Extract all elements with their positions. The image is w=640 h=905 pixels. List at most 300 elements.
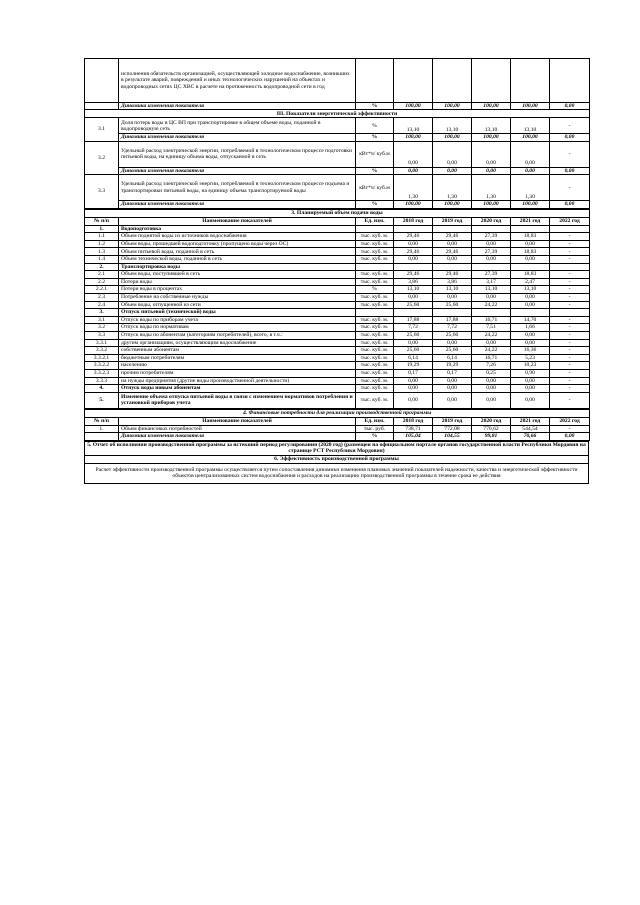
dynamics-label-cell: Динамика изменения показателя [119, 103, 356, 110]
row-number-cell: 3.1 [85, 316, 119, 324]
table-row [85, 286, 590, 294]
table-row [85, 433, 590, 441]
table-row [85, 256, 590, 264]
value-cell: - [550, 324, 590, 332]
table-row [85, 339, 590, 347]
value-cell: 16,71 [472, 354, 511, 362]
value-cell: 19,29 [394, 362, 433, 370]
table-row [85, 316, 590, 324]
value-cell: 100,00 [394, 201, 433, 208]
value-cell: - [550, 175, 590, 201]
row-number-cell: 2.4 [85, 301, 119, 309]
row-number-cell: 1.4 [85, 256, 119, 264]
unit-cell: тыс. руб. [356, 425, 394, 433]
empty-cell [394, 225, 433, 233]
table-row [85, 362, 590, 370]
value-cell: 0,00 [511, 392, 550, 408]
document-page [84, 58, 589, 484]
indicator-name-cell: Динамика изменения показателя [119, 433, 356, 441]
value-cell: 13,10 [472, 286, 511, 294]
value-cell: 0,00 [433, 392, 472, 408]
value-cell: 0,00 [550, 433, 590, 441]
indicator-name-cell: Отпуск воды по нормативам [119, 324, 356, 332]
value-cell: 13,10 [511, 118, 550, 134]
row-number-cell: 3.3.2.2 [85, 362, 119, 370]
indicator-name-cell: Потери воды [119, 278, 356, 286]
value-cell: 27,39 [472, 248, 511, 256]
value-cell: 17,88 [433, 316, 472, 324]
value-cell: 1,30 [472, 175, 511, 201]
section5-text: 5. Отчет об исполнении производственной программы за истекший период регулирования (2020 год) (размещен на официальном портале органов государственной власти Республики Мордовия на странице РСТ Республики Мордовия) [85, 441, 589, 455]
row-number-cell [85, 103, 119, 110]
table-row [85, 409, 590, 417]
indicator-name-cell: на нужды предприятия (другие виды производственной деятельности) [119, 377, 356, 385]
value-cell: 100,00 [394, 134, 433, 141]
row-number-cell: 3.1 [85, 118, 119, 141]
value-cell: - [550, 233, 590, 241]
column-header: 2022 год [550, 417, 590, 425]
row-number-cell: 3.3 [85, 331, 119, 339]
value-cell: 105,04 [394, 433, 433, 441]
value-cell: - [550, 248, 590, 256]
value-cell: 0,00 [433, 293, 472, 301]
indicators-table [84, 58, 590, 209]
unit-cell: % [356, 103, 394, 110]
value-cell: 0,00 [511, 256, 550, 264]
value-cell: - [550, 240, 590, 248]
value-cell: 99,81 [472, 433, 511, 441]
row-number-cell: 3.2 [85, 141, 119, 174]
value-cell: 27,39 [472, 271, 511, 279]
value-cell: 1,30 [394, 175, 433, 201]
section-title: III. Показатели энергетической эффективности [85, 110, 590, 118]
group-name-cell: Транспортировка воды [119, 263, 356, 271]
value-cell: 13,10 [433, 118, 472, 134]
table-row [85, 278, 590, 286]
value-cell: - [550, 286, 590, 294]
value-cell: - [550, 354, 590, 362]
value-cell: 24,22 [472, 331, 511, 339]
row-number-cell: 3.3.3 [85, 377, 119, 385]
unit-cell: тыс. куб. м. [356, 369, 394, 377]
table-row [85, 293, 590, 301]
unit-cell: % [356, 201, 394, 208]
indicator-name-cell: Изменение объема отпуска питьевой воды в связи с изменением нормативов потребления и установкой приборов учета [119, 392, 356, 408]
value-cell: 7,26 [472, 362, 511, 370]
table-row [85, 175, 590, 201]
value-cell: 29,46 [433, 233, 472, 241]
value-cell: 0,00 [394, 377, 433, 385]
empty-cell [511, 309, 550, 317]
unit-cell: тыс. куб. м. [356, 392, 394, 408]
value-cell: 25,60 [433, 331, 472, 339]
value-cell: 0,00 [433, 167, 472, 174]
unit-cell: % [356, 118, 394, 134]
value-cell: 104,55 [433, 433, 472, 441]
empty-cell [472, 309, 511, 317]
value-cell: - [550, 392, 590, 408]
value-cell [550, 59, 590, 103]
value-cell: 100,00 [433, 134, 472, 141]
value-cell: 0,00 [394, 392, 433, 408]
empty-cell [433, 225, 472, 233]
unit-cell: тыс. куб. м. [356, 301, 394, 309]
row-number-cell: 2. [85, 263, 119, 271]
value-cell: 0,00 [472, 385, 511, 393]
value-cell: 100,00 [433, 201, 472, 208]
value-cell: 100,00 [472, 134, 511, 141]
value-cell: 0,00 [511, 385, 550, 393]
table-row [85, 233, 590, 241]
row-number-cell: 3.3.1 [85, 339, 119, 347]
value-cell: - [550, 331, 590, 339]
empty-cell [394, 263, 433, 271]
value-cell: - [550, 369, 590, 377]
value-cell: 0,00 [472, 256, 511, 264]
value-cell: 0,25 [472, 369, 511, 377]
unit-cell: кВт*ч/ куб.м [356, 175, 394, 201]
value-cell: 100,00 [472, 103, 511, 110]
row-number-cell: 2.2 [85, 278, 119, 286]
value-cell: 16,71 [472, 316, 511, 324]
value-cell: 7,51 [472, 324, 511, 332]
unit-cell: тыс. куб. м. [356, 293, 394, 301]
value-cell: 100,00 [511, 201, 550, 208]
row-number-cell: 2.2.1 [85, 286, 119, 294]
row-number-cell: 5. [85, 392, 119, 408]
empty-cell [550, 225, 590, 233]
unit-cell: % [356, 167, 394, 174]
row-number-cell: 3.2 [85, 324, 119, 332]
value-cell: 0,00 [511, 293, 550, 301]
group-name-cell: Отпуск питьевой (технической) воды [119, 309, 356, 317]
value-cell: 0,00 [394, 167, 433, 174]
table-row [85, 110, 590, 118]
empty-cell [394, 309, 433, 317]
value-cell: - [550, 347, 590, 355]
value-cell: 70,66 [511, 433, 550, 441]
value-cell: 0,00 [511, 141, 550, 167]
indicator-name-cell: прочим потребителям [119, 369, 356, 377]
table-row [85, 309, 590, 317]
dynamics-label-cell: Динамика изменения показателя [119, 134, 356, 141]
report-efficiency-table [84, 441, 589, 484]
value-cell: 0,00 [511, 377, 550, 385]
unit-cell: кВт*ч/ куб.м [356, 141, 394, 167]
value-cell: - [550, 377, 590, 385]
value-cell: 7,72 [394, 324, 433, 332]
unit-cell: тыс. куб. м. [356, 233, 394, 241]
value-cell: 0,00 [511, 331, 550, 339]
value-cell: - [550, 293, 590, 301]
financial-needs-table [84, 409, 590, 441]
column-header: № п/п [85, 217, 119, 225]
unit-cell: тыс. куб. м. [356, 271, 394, 279]
value-cell: 13,10 [511, 286, 550, 294]
value-cell [433, 59, 472, 103]
column-header: 2018 год [394, 417, 433, 425]
row-number-cell: 2.1 [85, 271, 119, 279]
unit-cell: тыс. куб. м. [356, 385, 394, 393]
table-row [85, 167, 590, 174]
value-cell: 18,83 [511, 248, 550, 256]
unit-cell: тыс. куб. м. [356, 316, 394, 324]
value-cell: 3,17 [472, 278, 511, 286]
empty-cell [511, 225, 550, 233]
value-cell [356, 59, 394, 103]
unit-cell: тыс. куб. м. [356, 240, 394, 248]
value-cell: 100,00 [394, 103, 433, 110]
table-row [85, 217, 590, 225]
indicator-name-cell: Потребление на собственные нужды [119, 293, 356, 301]
column-header: Ед. изм. [356, 217, 394, 225]
value-cell: 0,00 [472, 377, 511, 385]
empty-cell [433, 309, 472, 317]
section-title: 3. Планируемый объем подачи воды [85, 209, 590, 217]
value-cell: 0,00 [511, 240, 550, 248]
indicator-name-cell: населению [119, 362, 356, 370]
unit-cell: тыс. куб. м. [356, 256, 394, 264]
value-cell: 27,39 [472, 233, 511, 241]
value-cell: 0,00 [472, 167, 511, 174]
value-cell: - [550, 278, 590, 286]
unit-cell: % [356, 286, 394, 294]
value-cell: 18,83 [511, 233, 550, 241]
value-cell: 0,00 [394, 256, 433, 264]
value-cell: 0,00 [472, 293, 511, 301]
value-cell: - [550, 256, 590, 264]
table-row [85, 209, 590, 217]
table-row [85, 354, 590, 362]
column-header: 2021 год [511, 417, 550, 425]
unit-cell: тыс. куб. м. [356, 354, 394, 362]
value-cell: 0,00 [472, 392, 511, 408]
group-name-cell: Водоподготовка [119, 225, 356, 233]
table-row [85, 271, 590, 279]
value-cell: 544,54 [511, 425, 550, 433]
value-cell: - [550, 385, 590, 393]
indicator-name-cell: Объем технической воды, поданной в сеть [119, 256, 356, 264]
value-cell: 29,46 [394, 233, 433, 241]
column-header: 2018 год [394, 217, 433, 225]
value-cell: 100,00 [511, 134, 550, 141]
value-cell: 13,10 [433, 286, 472, 294]
value-cell: 13,10 [394, 286, 433, 294]
value-cell: 25,60 [394, 347, 433, 355]
value-cell: - [550, 118, 590, 134]
empty-cell [472, 225, 511, 233]
value-cell: 100,00 [511, 103, 550, 110]
value-cell: 25,60 [394, 331, 433, 339]
table-row [85, 201, 590, 208]
unit-cell: тыс. куб. м. [356, 362, 394, 370]
indicator-name-cell: Объем воды, поступившей в сеть [119, 271, 356, 279]
value-cell: 1,66 [511, 324, 550, 332]
value-cell: 29,46 [394, 271, 433, 279]
table-row [85, 377, 590, 385]
water-supply-table [84, 209, 590, 409]
unit-cell: тыс. куб. м. [356, 324, 394, 332]
row-number-cell: 3.3.2.1 [85, 354, 119, 362]
value-cell: 2,47 [511, 278, 550, 286]
row-number-cell [85, 433, 119, 441]
value-cell: 0,00 [550, 167, 590, 174]
value-cell: 0,00 [433, 339, 472, 347]
unit-cell: тыс. куб. м. [356, 278, 394, 286]
row-number-cell: 1. [85, 225, 119, 233]
value-cell: 0,00 [433, 256, 472, 264]
empty-cell [472, 263, 511, 271]
table-row [85, 417, 590, 425]
value-cell: 0,00 [394, 141, 433, 167]
value-cell: 0,17 [433, 369, 472, 377]
value-cell: 14,70 [511, 316, 550, 324]
row-number-cell: 3.3.2 [85, 347, 119, 355]
value-cell: 0,00 [433, 377, 472, 385]
value-cell: - [550, 141, 590, 167]
unit-cell: тыс. куб. м. [356, 339, 394, 347]
value-cell: 0,00 [394, 339, 433, 347]
value-cell: 13,10 [472, 118, 511, 134]
value-cell: 1,30 [511, 175, 550, 201]
empty-cell [550, 263, 590, 271]
table-row [85, 240, 590, 248]
value-cell: 24,22 [472, 301, 511, 309]
table-row [85, 392, 590, 408]
value-cell: 7,72 [433, 324, 472, 332]
column-header: 2022 год [550, 217, 590, 225]
value-cell [511, 59, 550, 103]
table-row [85, 324, 590, 332]
value-cell: 25,60 [394, 301, 433, 309]
table-row [85, 59, 590, 103]
indicator-name-cell: Отпуск воды по приборам учета [119, 316, 356, 324]
value-cell: - [550, 316, 590, 324]
row-number-cell [85, 59, 119, 103]
column-header: Ед. изм. [356, 417, 394, 425]
value-cell: 18,83 [511, 271, 550, 279]
value-cell: 25,60 [433, 347, 472, 355]
empty-cell [356, 225, 394, 233]
value-cell: - [550, 271, 590, 279]
value-cell [394, 59, 433, 103]
table-row [85, 369, 590, 377]
value-cell: 3,86 [394, 278, 433, 286]
value-cell: - [550, 362, 590, 370]
indicator-name-cell: Объем воды, отпущенной из сети [119, 301, 356, 309]
value-cell: 0,00 [394, 385, 433, 393]
unit-cell: тыс. куб. м. [356, 248, 394, 256]
column-header: Наименование показателей [119, 417, 356, 425]
column-header: № п/п [85, 417, 119, 425]
value-cell: 0,00 [394, 293, 433, 301]
value-cell: 0,00 [433, 385, 472, 393]
unit-cell: % [356, 134, 394, 141]
value-cell: 10,23 [511, 362, 550, 370]
unit-cell: % [356, 433, 394, 441]
table-row [85, 347, 590, 355]
row-number-cell: 3.3.2.3 [85, 369, 119, 377]
row-number-cell: 1. [85, 425, 119, 433]
value-cell: 0,00 [511, 301, 550, 309]
value-cell: 6,14 [433, 354, 472, 362]
empty-cell [433, 263, 472, 271]
table-row [85, 425, 590, 433]
value-cell [472, 59, 511, 103]
value-cell: 1,30 [433, 175, 472, 201]
value-cell: 0,00 [433, 240, 472, 248]
table-row [85, 331, 590, 339]
value-cell: 24,22 [472, 347, 511, 355]
value-cell: 29,46 [433, 271, 472, 279]
empty-cell [356, 263, 394, 271]
value-cell: 100,00 [472, 201, 511, 208]
value-cell: 16,36 [511, 347, 550, 355]
column-header: 2020 год [472, 417, 511, 425]
table-row [85, 263, 590, 271]
column-header: Наименование показателей [119, 217, 356, 225]
section-title: 4. Финансовые потребности для реализации производственной программы [85, 409, 590, 417]
empty-cell [511, 263, 550, 271]
indicator-name-cell: Потери воды в процентах [119, 286, 356, 294]
value-cell: 25,60 [433, 301, 472, 309]
section6-text: Расчет эффективности производственной программы осуществляется путем сопоставления динамики изменения плановых значений показателей надежности, качества и энергетической эффективности объектов централизованных систем водоснабжения и расходов на реализацию производственной программы в течение срока ее действия [85, 463, 589, 483]
value-cell: 0,00 [394, 240, 433, 248]
indicator-name-cell: Объем финансовых потребностей [119, 425, 356, 433]
unit-cell: тыс. куб. м. [356, 377, 394, 385]
value-cell: 0,00 [472, 240, 511, 248]
value-cell: 17,88 [394, 316, 433, 324]
value-cell: 3,86 [433, 278, 472, 286]
section6-title: 6. Эффективность производственной программы [85, 455, 589, 463]
empty-cell [550, 309, 590, 317]
value-cell: 29,46 [433, 248, 472, 256]
indicator-name-cell: Объем питьевой воды, поданной в сеть [119, 248, 356, 256]
table-row [85, 248, 590, 256]
value-cell: 29,46 [394, 248, 433, 256]
value-cell: 738,71 [394, 425, 433, 433]
indicator-name-cell: другим организациям, осуществляющим водоснабжение [119, 339, 356, 347]
indicator-name-cell: собственным абонентам [119, 347, 356, 355]
column-header: 2019 год [433, 417, 472, 425]
value-cell: 0,90 [511, 369, 550, 377]
unit-cell: тыс. куб. м. [356, 331, 394, 339]
value-cell: 772,08 [433, 425, 472, 433]
dynamics-label-cell: Динамика изменения показателя [119, 167, 356, 174]
table-row [85, 225, 590, 233]
indicator-name-cell: исполнения обязательств организацией, осуществляющей холодное водоснабжение, возникших в результате аварий, повреждений и иных технологических нарушений на объектах и водопроводных сетях ЦС ХВС в расчете на протяженность водопроводной сети в год [119, 59, 356, 103]
indicator-name-cell: бюджетным потребителям [119, 354, 356, 362]
value-cell: 0,00 [472, 141, 511, 167]
table-row [85, 103, 590, 110]
table-row [85, 301, 590, 309]
column-header: 2020 год [472, 217, 511, 225]
empty-cell [356, 309, 394, 317]
value-cell: - [550, 339, 590, 347]
indicator-name-cell: Объем поднятой воды из источников водоснабжения [119, 233, 356, 241]
indicator-name-cell: Отпуск воды по абонентам (категориям потребителей), всего, в т.ч.: [119, 331, 356, 339]
dynamics-label-cell: Динамика изменения показателя [119, 201, 356, 208]
value-cell: 0,00 [511, 339, 550, 347]
row-number-cell: 2.3 [85, 293, 119, 301]
value-cell: 5,23 [511, 354, 550, 362]
row-number-cell: 1.2 [85, 240, 119, 248]
row-number-cell: 1.3 [85, 248, 119, 256]
value-cell: 0,00 [472, 339, 511, 347]
table-row [85, 118, 590, 134]
value-cell: 0,00 [550, 201, 590, 208]
indicator-name-cell: Удельный расход электрической энергии, потребляемой в технологическом процессе подготовки питьевой воды, на единицу объема воды, отпускаемой в сеть [119, 141, 356, 167]
